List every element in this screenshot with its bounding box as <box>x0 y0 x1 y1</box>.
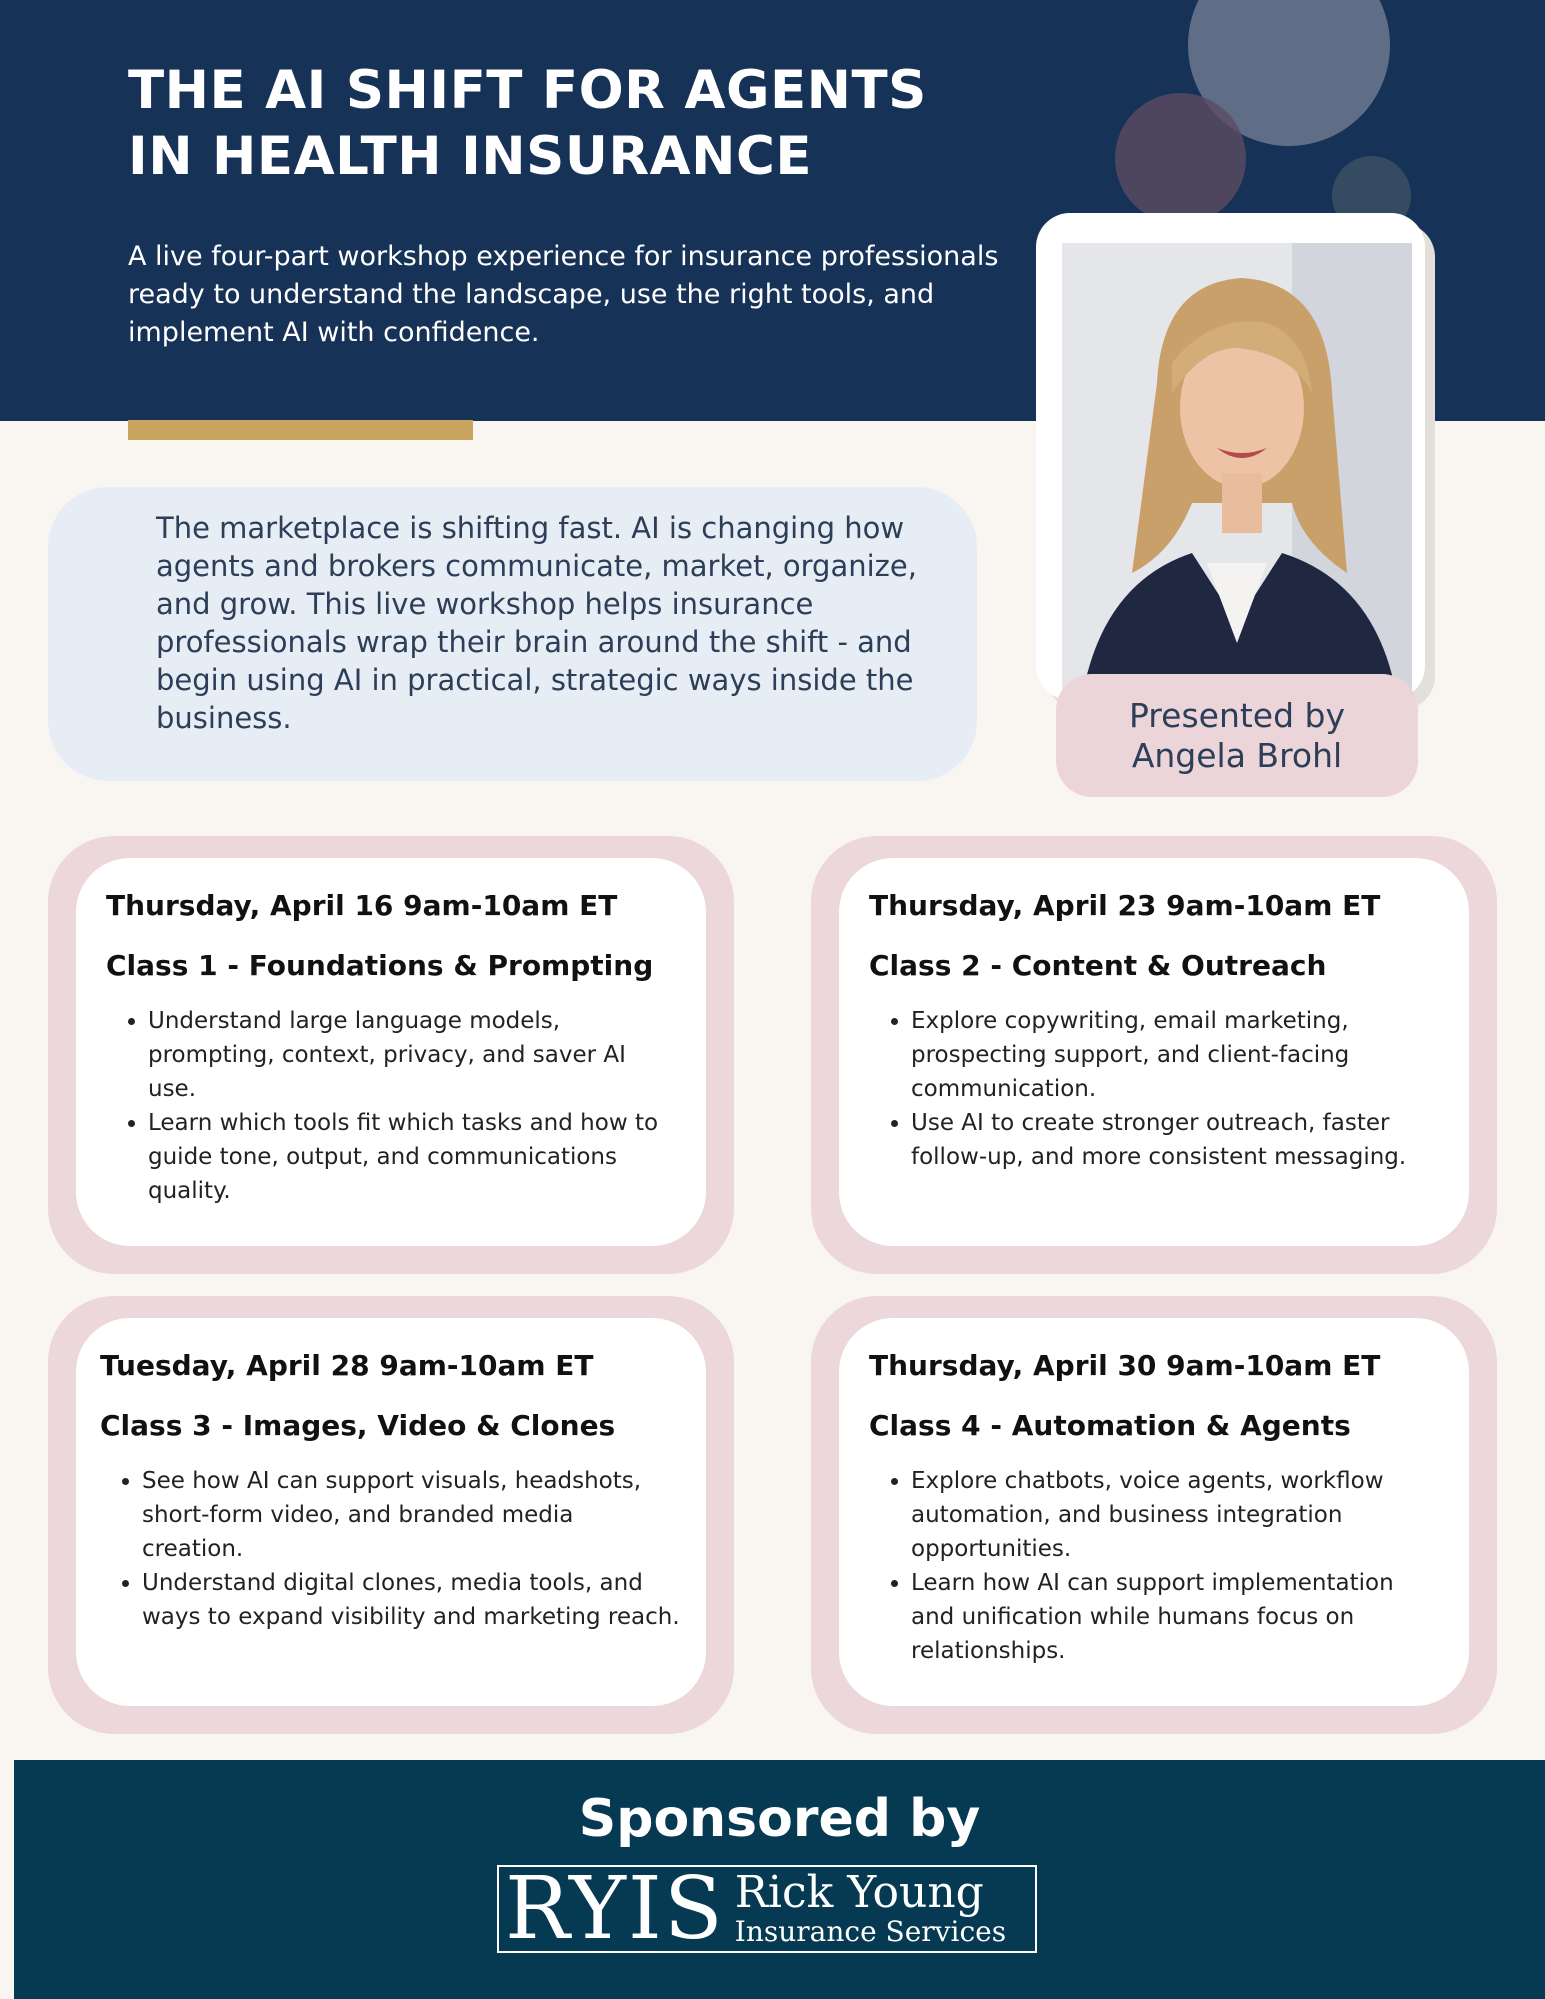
presenter-photo-frame <box>1036 213 1425 700</box>
accent-divider <box>128 420 473 440</box>
class-card-3 <box>48 1296 734 1734</box>
logo-tagline: Insurance Services <box>734 1915 1007 1948</box>
bullet-item: • See how AI can support visuals, headshots, short-form video, and branded media creation. <box>142 1464 680 1566</box>
class-card-1 <box>48 836 734 1274</box>
class-card-2 <box>811 836 1497 1274</box>
intro-box <box>48 487 977 781</box>
class-title: Class 3 - Images, Video & Clones <box>100 1409 616 1442</box>
bullet-item: • Learn which tools fit which tasks and how to guide tone, output, and communications quality. <box>148 1106 680 1208</box>
logo-wordmark <box>734 1867 1007 1948</box>
title-line-1: THE AI SHIFT FOR AGENTS <box>128 60 927 121</box>
class-title: Class 1 - Foundations & Prompting <box>106 949 654 982</box>
logo-name: Rick Young <box>734 1867 984 1918</box>
bullet-item: • Learn how AI can support implementation and unification while humans focus on relationships. <box>911 1566 1443 1668</box>
class-card-body <box>839 1318 1469 1706</box>
class-bullets <box>869 1464 1443 1668</box>
class-date: Thursday, April 16 9am-10am ET <box>106 889 618 922</box>
class-bullets <box>869 1004 1443 1174</box>
class-title: Class 4 - Automation & Agents <box>869 1409 1351 1442</box>
sponsor-footer <box>14 1760 1545 1999</box>
logo-mark: RYIS <box>505 1859 725 1959</box>
presenter-label: Presented by <box>1128 695 1346 735</box>
decorative-circle <box>1115 93 1246 224</box>
class-card-body <box>76 858 706 1246</box>
class-title: Class 2 - Content & Outreach <box>869 949 1327 982</box>
bullet-item: • Understand large language models, prompting, context, privacy, and saver AI use. <box>148 1004 680 1106</box>
class-bullets <box>100 1464 680 1634</box>
bullet-item: • Use AI to create stronger outreach, faster follow-up, and more consistent messaging. <box>911 1106 1443 1174</box>
class-bullets <box>106 1004 680 1208</box>
title-line-2: IN HEALTH INSURANCE <box>128 126 813 187</box>
intro-text: The marketplace is shifting fast. AI is changing how agents and brokers communicate, market, organize, and grow. This live workshop helps insurance professionals wrap their brain around the shift - and begin using AI in practical, strategic ways inside the business. <box>156 511 917 735</box>
class-card-body <box>76 1318 706 1706</box>
bullet-item: • Explore chatbots, voice agents, workflow automation, and business integration opportunities. <box>911 1464 1443 1566</box>
subtitle: A live four-part workshop experience for insurance professionals ready to understand the landscape, use the right tools, and implement AI with confidence. <box>128 241 999 348</box>
page-title <box>128 58 927 190</box>
sponsor-logo <box>497 1859 1037 1959</box>
class-date: Thursday, April 23 9am-10am ET <box>869 889 1381 922</box>
class-card-4 <box>811 1296 1497 1734</box>
class-date: Tuesday, April 28 9am-10am ET <box>100 1349 594 1382</box>
class-date: Thursday, April 30 9am-10am ET <box>869 1349 1381 1382</box>
bullet-item: • Understand digital clones, media tools, and ways to expand visibility and marketing reach. <box>142 1566 680 1634</box>
presenter-photo <box>1062 243 1412 698</box>
presenter-badge <box>1056 674 1418 797</box>
class-card-body <box>839 858 1469 1246</box>
bullet-item: • Explore copywriting, email marketing, prospecting support, and client-facing communication. <box>911 1004 1443 1106</box>
presenter-name: Angela Brohl <box>1131 735 1343 775</box>
sponsor-heading: Sponsored by <box>578 1789 981 1849</box>
